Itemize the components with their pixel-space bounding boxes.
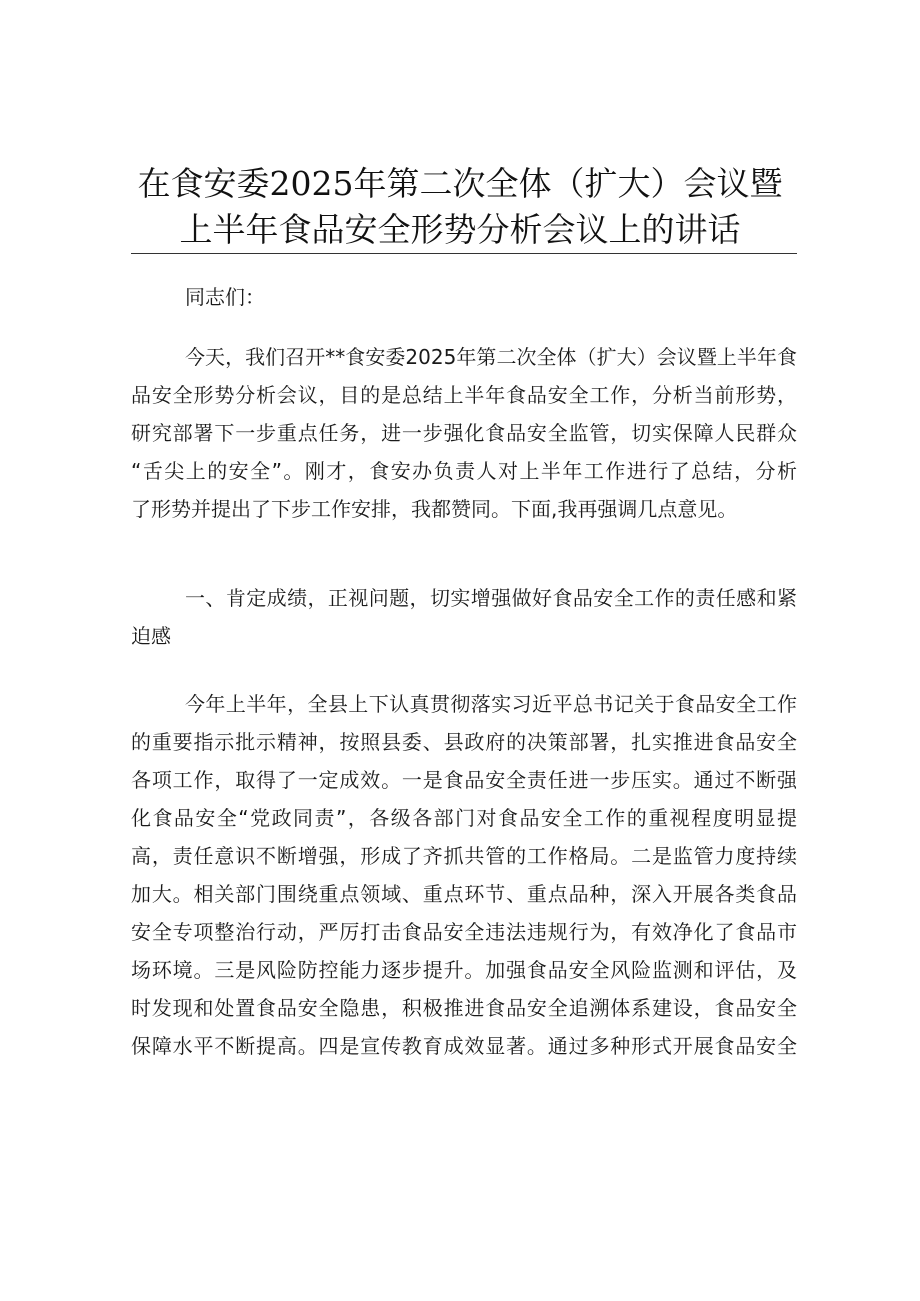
section-heading-1 — [131, 579, 797, 655]
document-title-line-2: 上半年食品安全形势分析会议上的讲话 — [179, 210, 741, 249]
paragraph-line: 场环境。三是风险防控能力逐步提升。加强食品安全风险监测和评估，及 — [131, 958, 797, 982]
section-heading-line: 一、肯定成绩，正视问题，切实增强做好食品安全工作的责任感和紧 — [185, 586, 797, 610]
paragraph-line: 品安全形势分析会议，目的是总结上半年食品安全工作，分析当前形势， — [131, 383, 797, 407]
document-title-line-1: 在食安委2025年第二次全体（扩大）会议暨 — [137, 164, 783, 203]
paragraph-line: 的重要指示批示精神，按照县委、县政府的决策部署，扎实推进食品安全 — [131, 730, 797, 754]
paragraph-line: “舌尖上的安全”。刚才，食安办负责人对上半年工作进行了总结，分析 — [131, 459, 797, 483]
paragraph-line: 保障水平不断提高。四是宣传教育成效显著。通过多种形式开展食品安全 — [131, 1034, 797, 1058]
paragraph-line: 了形势并提出了下步工作安排，我都赞同。下面,我再强调几点意见。 — [131, 497, 738, 521]
paragraph-line: 今天，我们召开**食安委2025年第二次全体（扩大）会议暨上半年食 — [185, 345, 797, 369]
paragraph-opening — [131, 338, 797, 528]
paragraph-line: 时发现和处置食品安全隐患，积极推进食品安全追溯体系建设，食品安全 — [131, 996, 797, 1020]
paragraph-line: 研究部署下一步重点任务，进一步强化食品安全监管，切实保障人民群众 — [131, 421, 797, 445]
salutation — [131, 278, 797, 316]
paragraph-line: 加大。相关部门围绕重点领域、重点环节、重点品种，深入开展各类食品 — [131, 882, 797, 906]
salutation-text: 同志们： — [185, 285, 265, 309]
paragraph-line: 安全专项整治行动，严厉打击食品安全违法违规行为，有效净化了食品市 — [131, 920, 797, 944]
section-heading-line: 迫感 — [131, 624, 171, 648]
paragraph-line: 化食品安全“党政同责”，各级各部门对食品安全工作的重视程度明显提 — [131, 806, 797, 830]
paragraph-achievements — [131, 685, 797, 1065]
paragraph-line: 各项工作，取得了一定成效。一是食品安全责任进一步压实。通过不断强 — [131, 768, 797, 792]
title-underline-divider — [131, 253, 797, 254]
paragraph-line: 高，责任意识不断增强，形成了齐抓共管的工作格局。二是监管力度持续 — [131, 844, 797, 868]
paragraph-line: 今年上半年，全县上下认真贯彻落实习近平总书记关于食品安全工作 — [185, 692, 797, 716]
